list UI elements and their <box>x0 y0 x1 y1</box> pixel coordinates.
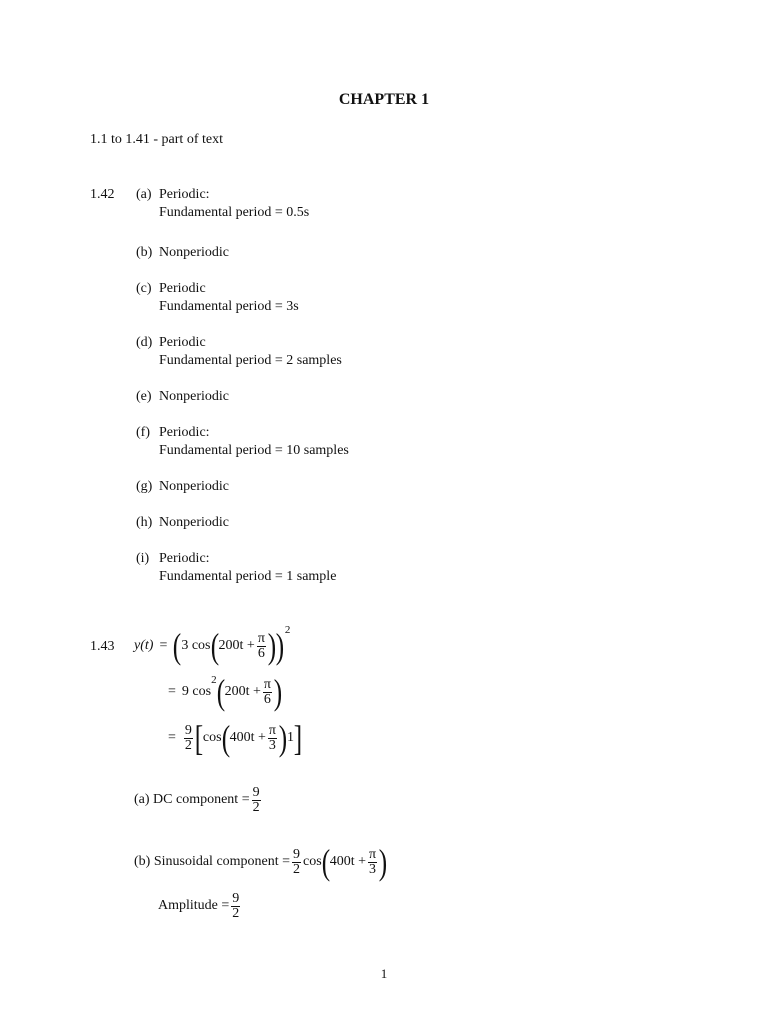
item-period: Fundamental period = 0.5s <box>159 205 310 220</box>
eq3-half-den: 2 <box>184 737 192 753</box>
eq2-arg: 200t + <box>224 684 261 699</box>
item-status: Periodic: <box>159 425 210 440</box>
item-label: (a) <box>136 187 152 202</box>
eq1-arg: 200t + <box>218 638 255 653</box>
eq1-frac-num: π <box>257 630 265 646</box>
eq3-fraction <box>268 724 277 753</box>
eq1-equals: = <box>159 638 168 653</box>
item-status: Periodic: <box>159 551 210 566</box>
eq3-frac-num: π <box>268 722 276 738</box>
item-period: Fundamental period = 3s <box>159 299 299 314</box>
sin-label: (b) Sinusoidal component = <box>134 854 291 869</box>
item-label: (b) <box>136 245 153 260</box>
eq3-half-num: 9 <box>184 722 192 738</box>
eq2-coef: 9 cos <box>181 684 212 699</box>
sin-frac-den: 3 <box>369 861 377 877</box>
sin-coef-fraction <box>292 848 301 877</box>
item-period: Fundamental period = 1 sample <box>159 569 337 584</box>
eq1-exponent: 2 <box>284 624 291 636</box>
eq1-fraction <box>257 632 266 661</box>
eq3-arg: 400t + <box>229 730 266 745</box>
amp-label: Amplitude = <box>158 898 230 913</box>
item-status: Periodic: <box>159 187 210 202</box>
item-period: Fundamental period = 10 samples <box>159 443 349 458</box>
amp-num: 9 <box>232 890 240 906</box>
eq2-frac-num: π <box>263 676 271 692</box>
dc-label: (a) DC component = <box>134 792 250 807</box>
sin-num: 9 <box>293 846 301 862</box>
sin-cos: cos <box>303 854 322 869</box>
item-label: (f) <box>136 425 150 440</box>
eq1-lhs: y(t) <box>134 638 154 653</box>
amp-den: 2 <box>232 905 240 921</box>
eq3-cos: cos <box>202 730 222 745</box>
intro-line: 1.1 to 1.41 - part of text <box>90 132 223 147</box>
item-period: Fundamental period = 2 samples <box>159 353 342 368</box>
page-number: 1 <box>380 966 388 981</box>
equation-3: = $\frac{9}{2}$ [ cos ( 400t + $\frac{\pi}{3}$ ) 1 ] <box>168 718 303 758</box>
eq3-equals: = <box>168 730 176 745</box>
dc-den: 2 <box>252 799 260 815</box>
dc-component <box>134 776 263 824</box>
item-status: Periodic <box>159 335 206 350</box>
eq3-half <box>184 724 193 753</box>
item-label: (h) <box>136 515 153 530</box>
item-label: (g) <box>136 479 153 494</box>
chapter-title: CHAPTER 1 <box>338 91 430 108</box>
eq3-frac-den: 3 <box>268 737 276 753</box>
equation-2: = 9 cos 2 ( 200t + $\frac{\pi}{6}$ ) <box>168 672 283 712</box>
problem-number-1-43: 1.43 <box>90 639 115 654</box>
sin-fraction <box>368 848 377 877</box>
eq2-fraction <box>263 678 272 707</box>
item-label: (e) <box>136 389 152 404</box>
item-status: Nonperiodic <box>159 515 229 530</box>
amplitude <box>158 882 242 930</box>
sinusoidal-component: (b) Sinusoidal component = $\frac{9}{2}$ cos ( 400t + $\frac{\pi}{3}$ ) <box>134 842 388 882</box>
sin-den: 2 <box>293 861 301 877</box>
dc-fraction <box>252 786 261 815</box>
eq1-coef: 3 cos <box>181 638 211 653</box>
sin-frac-num: π <box>369 846 377 862</box>
amp-fraction <box>231 892 240 921</box>
item-label: (i) <box>136 551 150 566</box>
item-status: Periodic <box>159 281 206 296</box>
eq2-frac-den: 6 <box>263 691 271 707</box>
eq1-frac-den: 6 <box>257 645 265 661</box>
equation-1: y(t) = ( 3 cos ( 200t + $\frac{\pi}{6}$ ) ) 2 <box>134 624 291 666</box>
item-status: Nonperiodic <box>159 245 229 260</box>
eq2-equals: = <box>168 684 176 699</box>
eq2-exponent: 2 <box>211 674 217 686</box>
item-status: Nonperiodic <box>159 389 229 404</box>
item-label: (c) <box>136 281 152 296</box>
eq3-tail: 1 <box>286 730 294 745</box>
sin-arg: 400t + <box>329 854 367 869</box>
problem-number-1-42: 1.42 <box>90 187 115 202</box>
item-label: (d) <box>136 335 153 350</box>
dc-num: 9 <box>252 784 260 800</box>
item-status: Nonperiodic <box>159 479 229 494</box>
